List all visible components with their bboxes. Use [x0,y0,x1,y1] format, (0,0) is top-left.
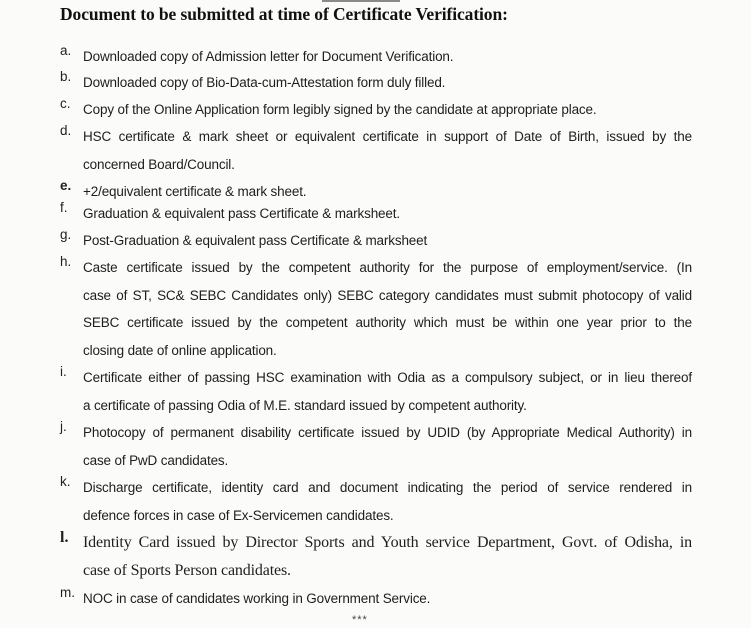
list-item-text: Graduation & equivalent pass Certificate & marksheet. [83,206,400,221]
list-marker: h. [60,254,72,269]
list-item-text: a certificate of passing Odia of M.E. standard issued by competent authority. [83,397,527,413]
list-item-text: Post-Graduation & equivalent pass Certificate & marksheet [83,233,428,248]
list-marker: e. [60,178,72,193]
list-item-i [60,364,692,419]
list-marker: i. [60,364,67,379]
list-marker: b. [60,69,72,84]
list-item-text: Identity Card issued by Director Sports and Youth service Department, Govt. of Odisha, in [83,534,692,551]
list-item-text: case of Sports Person candidates. [83,561,291,579]
list-marker: c. [60,96,71,111]
list-item-text: Photocopy of permanent disability certificate issued by UDID (by Appropriate Medical Authority) in [83,425,692,440]
list-item-text: +2/equivalent certificate & mark sheet. [83,184,307,199]
list-marker: f. [60,200,68,215]
list-item-text: case of ST, SC& SEBC Candidates only) SEBC category candidates must submit photocopy of valid [83,287,692,303]
list-item-h [60,254,692,364]
list-marker: a. [60,43,72,58]
list-item-text: closing date of online application. [83,342,277,358]
list-item-f [60,200,692,228]
list-item-text: Downloaded copy of Bio-Data-cum-Attestation form duly filled. [83,75,446,90]
list-item-text: SEBC certificate issued by the competent authority which must be within one year prior to the [83,315,692,330]
list-item-g [60,227,692,255]
document-title: Document to be submitted at time of Certificate Verification: [60,4,508,24]
list-item-a [60,43,692,71]
list-item-text: NOC in case of candidates working in Government Service. [83,591,431,606]
list-marker: j. [60,419,67,434]
list-item-k [60,474,692,529]
list-marker: m. [60,585,75,600]
list-marker: d. [60,123,72,138]
list-item-text: Copy of the Online Application form legibly signed by the candidate at appropriate place. [83,102,597,117]
list-item-text: HSC certificate & mark sheet or equivalent certificate in support of Date of Birth, issued by the [83,129,692,144]
list-item-c [60,96,692,124]
list-item-m [60,585,692,613]
list-marker: g. [60,227,72,242]
list-item-text: Downloaded copy of Admission letter for Document Verification. [83,49,454,64]
list-marker: k. [60,474,71,489]
list-marker: l. [60,529,69,546]
list-item-text: Caste certificate issued by the competent authority for the purpose of employment/service. (In [83,260,692,275]
list-item-j [60,419,692,474]
list-item-d [60,123,692,178]
list-item-text: defence forces in case of Ex-Servicemen candidates. [83,507,394,523]
list-item-text: Discharge certificate, identity card and document indicating the period of service rendered in [83,480,692,495]
list-item-text: concerned Board/Council. [83,156,235,172]
list-item-text: Certificate either of passing HSC examination with Odia as a compulsory subject, or in lieu thereof [83,370,692,385]
top-rule-fragment [322,0,400,2]
end-mark: *** [352,614,368,626]
list-item-l [60,529,692,584]
list-item-text: case of PwD candidates. [83,452,229,468]
list-item-b [60,69,692,97]
